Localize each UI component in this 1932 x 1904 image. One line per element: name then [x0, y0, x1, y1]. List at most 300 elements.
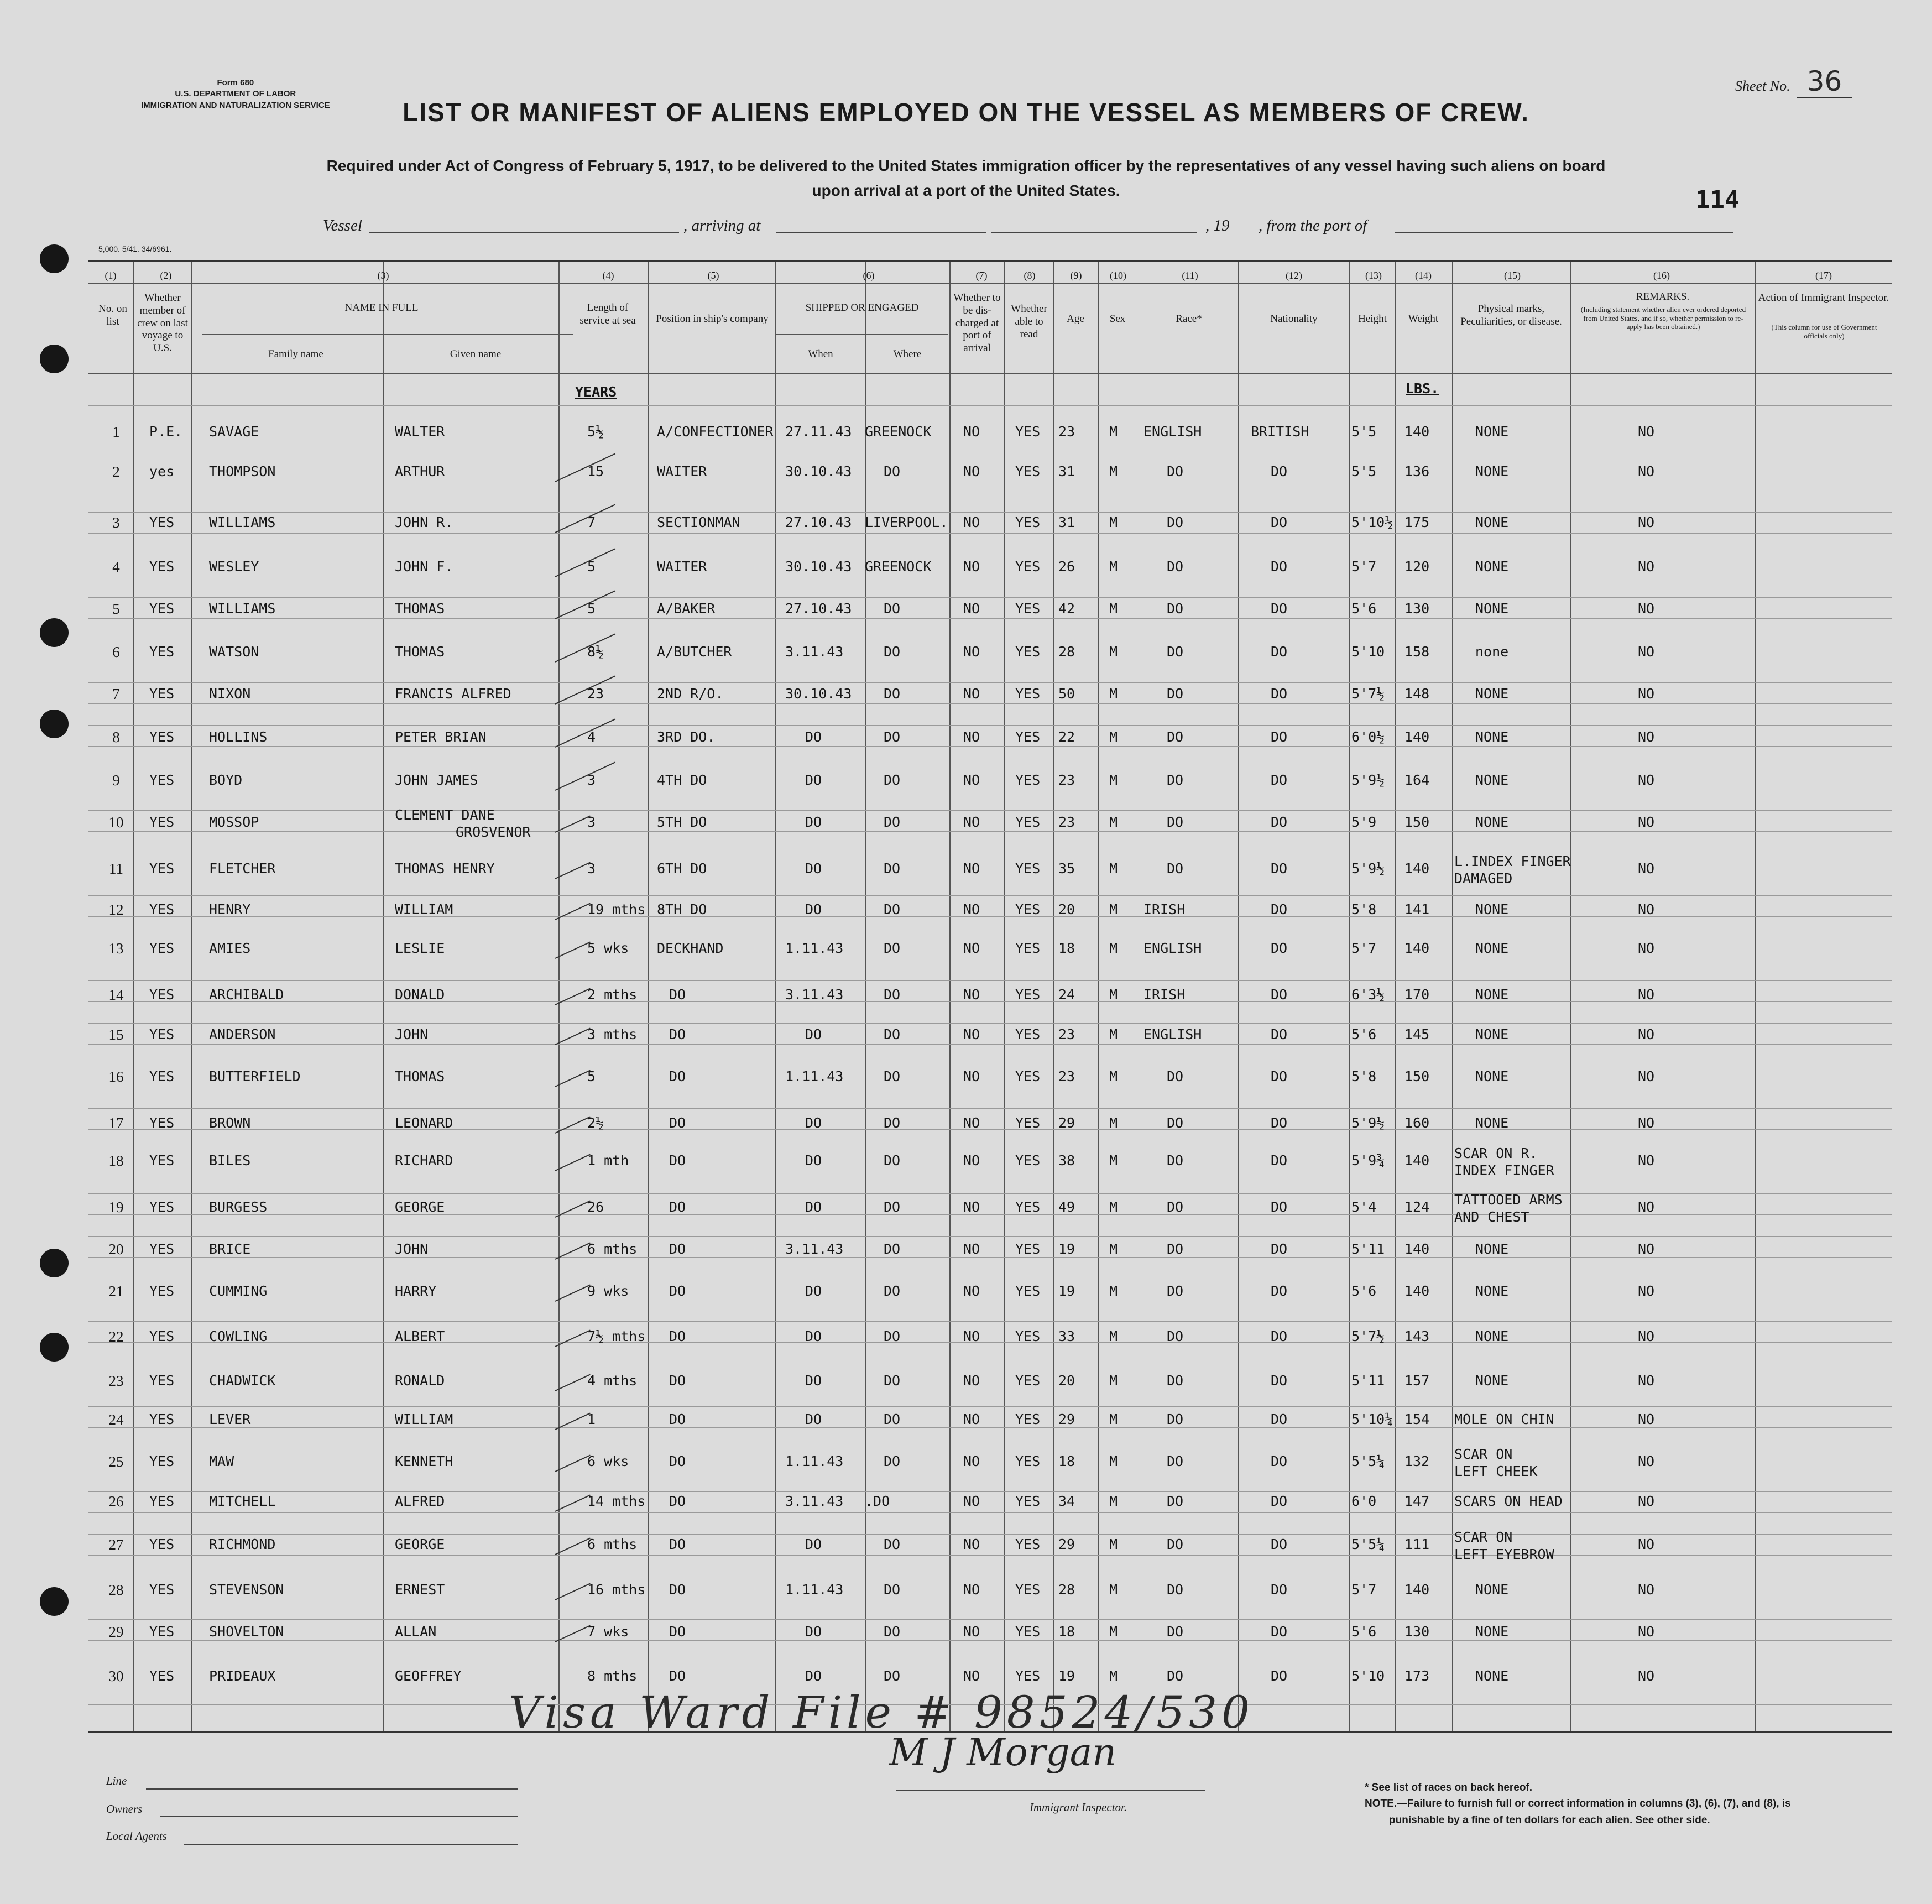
given-name: HARRY	[395, 1283, 437, 1299]
age: 49	[1058, 1199, 1075, 1215]
length-of-service: 2 mths	[587, 987, 638, 1003]
weight: 140	[1404, 1152, 1430, 1169]
length-of-service: 5 wks	[587, 940, 629, 956]
physical-marks: NONE	[1475, 559, 1509, 575]
given-name: PETER BRIAN	[395, 729, 487, 745]
able-to-read: YES	[1015, 987, 1041, 1003]
length-of-service: 26	[587, 1199, 604, 1215]
nationality: DO	[1271, 514, 1288, 530]
race: DO	[1167, 814, 1184, 830]
length-of-service: 7	[587, 514, 596, 530]
position: DO	[669, 1115, 686, 1131]
race: DO	[1167, 1411, 1184, 1427]
length-of-service: 6 wks	[587, 1453, 629, 1469]
header-family-name: Family name	[268, 348, 323, 360]
length-of-service: 3	[587, 772, 596, 788]
family-name: MOSSOP	[209, 814, 259, 830]
race: DO	[1167, 729, 1184, 745]
sex: M	[1109, 1624, 1118, 1640]
able-to-read: YES	[1015, 1624, 1041, 1640]
ruled-line	[88, 618, 1892, 619]
subtitle-line-1: Required under Act of Congress of February 5, 1917, to be delivered to the United States immigration officer by the representatives of any vessel having such aliens on board	[326, 157, 1606, 174]
nationality: DO	[1271, 772, 1288, 788]
length-of-service: 2½	[587, 1115, 604, 1131]
physical-marks: none	[1475, 644, 1509, 660]
shipped-where: GREENOCK	[865, 559, 932, 575]
shipped-when: 1.11.43	[785, 1453, 844, 1469]
family-name: SHOVELTON	[209, 1624, 284, 1640]
header-remarks-note: (Including statement whether alien ever ordered deported from United States, and if so, whether permission to re-apply has been obtained.)	[1580, 305, 1746, 331]
discharged: NO	[963, 686, 980, 702]
height: 5'7½	[1351, 686, 1385, 702]
sex: M	[1109, 1328, 1118, 1344]
nationality: DO	[1271, 1328, 1288, 1344]
column-number: (3)	[377, 270, 389, 281]
able-to-read: YES	[1015, 1668, 1041, 1684]
shipped-when: DO	[805, 860, 822, 877]
age: 34	[1058, 1493, 1075, 1509]
height: 5'5¼	[1351, 1536, 1385, 1552]
ruled-line	[88, 916, 1892, 917]
member-last-voyage: YES	[149, 1582, 175, 1598]
discharged: NO	[963, 814, 980, 830]
shipped-where: DO	[884, 814, 901, 830]
family-name: PRIDEAUX	[209, 1668, 276, 1684]
given-name	[395, 806, 530, 841]
agents-field	[184, 1844, 518, 1845]
member-last-voyage: YES	[149, 1241, 175, 1257]
discharged: NO	[963, 1373, 980, 1389]
discharged: NO	[963, 559, 980, 575]
height: 5'10	[1351, 644, 1385, 660]
height: 5'11	[1351, 1241, 1385, 1257]
header-physical-marks: Physical marks, Peculiarities, or disease.	[1460, 303, 1562, 327]
nationality: DO	[1271, 1152, 1288, 1169]
member-last-voyage: YES	[149, 940, 175, 956]
lbs-unit-label: LBS.	[1406, 380, 1439, 397]
height: 6'3½	[1351, 987, 1385, 1003]
ruled-line	[88, 1555, 1892, 1556]
member-last-voyage: YES	[149, 1026, 175, 1042]
race: DO	[1167, 1373, 1184, 1389]
ruled-line	[88, 1512, 1892, 1513]
member-last-voyage: YES	[149, 1373, 175, 1389]
family-name: COWLING	[209, 1328, 268, 1344]
position: DO	[669, 1328, 686, 1344]
given-name: WILLIAM	[395, 901, 453, 917]
shipped-where: DO	[884, 644, 901, 660]
remarks: NO	[1638, 424, 1655, 440]
shipped-where: DO	[884, 1328, 901, 1344]
nationality: DO	[1271, 1582, 1288, 1598]
discharged: NO	[963, 860, 980, 877]
given-name-line: GROSVENOR	[456, 824, 531, 841]
age: 23	[1058, 424, 1075, 440]
race: DO	[1167, 1328, 1184, 1344]
shipped-when: 30.10.43	[785, 463, 852, 479]
arriving-field	[776, 220, 986, 233]
race: ENGLISH	[1143, 424, 1202, 440]
position: DO	[669, 1582, 686, 1598]
nationality: DO	[1271, 729, 1288, 745]
weight: 175	[1404, 514, 1430, 530]
remarks: NO	[1638, 644, 1655, 660]
nationality: DO	[1271, 644, 1288, 660]
header-rule	[88, 373, 1892, 374]
remarks: NO	[1638, 1283, 1655, 1299]
height: 5'7½	[1351, 1328, 1385, 1344]
age: 23	[1058, 1026, 1075, 1042]
given-name: ARTHUR	[395, 463, 445, 479]
race: DO	[1167, 1115, 1184, 1131]
age: 31	[1058, 514, 1075, 530]
length-of-service: 7½ mths	[587, 1328, 646, 1344]
given-name: ALLAN	[395, 1624, 437, 1640]
shipped-where: LIVERPOOL.	[865, 514, 948, 530]
column-number: (13)	[1365, 270, 1382, 281]
shipped-where: DO	[884, 940, 901, 956]
header-where: Where	[893, 348, 922, 360]
nationality: DO	[1271, 559, 1288, 575]
length-of-service: 4	[587, 729, 596, 745]
header-no-on-list: No. on list	[98, 303, 127, 327]
able-to-read: YES	[1015, 1536, 1041, 1552]
ruled-line	[88, 533, 1892, 534]
column-divider	[775, 262, 776, 1731]
physical-marks	[1454, 1145, 1554, 1180]
age: 42	[1058, 601, 1075, 617]
row-number: 11	[109, 860, 123, 877]
family-name: NIXON	[209, 686, 251, 702]
height: 5'6	[1351, 1624, 1377, 1640]
nationality: DO	[1271, 1411, 1288, 1427]
row-number: 4	[112, 559, 120, 575]
age: 23	[1058, 772, 1075, 788]
able-to-read: YES	[1015, 940, 1041, 956]
length-of-service: 19 mths	[587, 901, 646, 917]
age: 26	[1058, 559, 1075, 575]
shipped-where: DO	[884, 1068, 901, 1084]
physical-marks	[1454, 1446, 1538, 1480]
weight: 130	[1404, 1624, 1430, 1640]
remarks: NO	[1638, 814, 1655, 830]
given-name: WALTER	[395, 424, 445, 440]
column-number: (15)	[1504, 270, 1521, 281]
sheet-number-value: 36	[1797, 65, 1852, 98]
remarks: NO	[1638, 901, 1655, 917]
line-field	[146, 1788, 518, 1790]
family-name: BILES	[209, 1152, 251, 1169]
able-to-read: YES	[1015, 1373, 1041, 1389]
shipped-when: 30.10.43	[785, 559, 852, 575]
physical-marks: NONE	[1475, 1373, 1509, 1389]
age: 18	[1058, 940, 1075, 956]
family-name: ANDERSON	[209, 1026, 276, 1042]
inspector-signature: M J Morgan	[889, 1731, 1117, 1775]
physical-marks: NONE	[1475, 1115, 1509, 1131]
ruled-line	[88, 746, 1892, 747]
able-to-read: YES	[1015, 1241, 1041, 1257]
age: 23	[1058, 1068, 1075, 1084]
ruled-line	[88, 1640, 1892, 1641]
remarks: NO	[1638, 1453, 1655, 1469]
weight: 136	[1404, 463, 1430, 479]
shipped-where: DO	[884, 901, 901, 917]
column-number: (12)	[1286, 270, 1302, 281]
height: 5'5	[1351, 424, 1377, 440]
row-number: 25	[108, 1453, 124, 1470]
physical-marks: NONE	[1475, 601, 1509, 617]
remarks: NO	[1638, 729, 1655, 745]
position: A/BUTCHER	[657, 644, 732, 660]
sex: M	[1109, 559, 1118, 575]
arriving-date-field	[991, 220, 1197, 233]
race: DO	[1167, 860, 1184, 877]
weight: 154	[1404, 1411, 1430, 1427]
nationality: DO	[1271, 1283, 1288, 1299]
position: DO	[669, 1026, 686, 1042]
member-last-voyage: YES	[149, 1115, 175, 1131]
page-number: 114	[1695, 186, 1740, 214]
weight: 140	[1404, 729, 1430, 745]
position: DECKHAND	[657, 940, 724, 956]
shipped-when: DO	[805, 1536, 822, 1552]
member-last-voyage: YES	[149, 1411, 175, 1427]
physical-marks: NONE	[1475, 463, 1509, 479]
age: 20	[1058, 1373, 1075, 1389]
given-name: THOMAS	[395, 601, 445, 617]
weight: 140	[1404, 1241, 1430, 1257]
ruled-line	[88, 1619, 1892, 1620]
race: DO	[1167, 1453, 1184, 1469]
column-divider	[1349, 262, 1350, 1731]
length-of-service: 3	[587, 860, 596, 877]
race: DO	[1167, 601, 1184, 617]
column-number: (5)	[707, 270, 719, 281]
able-to-read: YES	[1015, 686, 1041, 702]
remarks: NO	[1638, 1493, 1655, 1509]
length-of-service: 14 mths	[587, 1493, 646, 1509]
row-number: 16	[108, 1068, 124, 1085]
height: 5'9½	[1351, 1115, 1385, 1131]
age: 29	[1058, 1115, 1075, 1131]
given-name: JOHN R.	[395, 514, 453, 530]
race: DO	[1167, 463, 1184, 479]
remarks: NO	[1638, 463, 1655, 479]
year-label: , 19	[1205, 217, 1230, 234]
able-to-read: YES	[1015, 1493, 1041, 1509]
able-to-read: YES	[1015, 1582, 1041, 1598]
length-of-service: 8 mths	[587, 1668, 638, 1684]
years-unit-label: YEARS	[575, 384, 617, 400]
length-of-service: 4 mths	[587, 1373, 638, 1389]
age: 28	[1058, 1582, 1075, 1598]
row-number: 19	[108, 1199, 124, 1216]
given-name: JOHN JAMES	[395, 772, 478, 788]
position: SECTIONMAN	[657, 514, 740, 530]
height: 5'10¼	[1351, 1411, 1393, 1427]
nationality: DO	[1271, 901, 1288, 917]
header-subrule	[776, 334, 948, 335]
inspector-label: Immigrant Inspector.	[1030, 1801, 1127, 1814]
position: 2ND R/O.	[657, 686, 724, 702]
subtitle-line-2: upon arrival at a port of the United States.	[812, 181, 1120, 199]
remarks: NO	[1638, 860, 1655, 877]
physical-marks	[1454, 853, 1571, 888]
nationality: DO	[1271, 1068, 1288, 1084]
column-number: (17)	[1815, 270, 1832, 281]
ruled-line	[88, 1108, 1892, 1109]
given-name: GEORGE	[395, 1536, 445, 1552]
physical-marks-line: TATTOOED ARMS	[1454, 1192, 1563, 1208]
weight: 147	[1404, 1493, 1430, 1509]
ruled-line	[88, 1001, 1892, 1002]
physical-marks: NONE	[1475, 1582, 1509, 1598]
member-last-voyage: YES	[149, 644, 175, 660]
length-of-service: 16 mths	[587, 1582, 646, 1598]
form-number: Form 680	[217, 78, 254, 87]
age: 18	[1058, 1624, 1075, 1640]
shipped-where: DO	[884, 729, 901, 745]
column-number: (8)	[1024, 270, 1036, 281]
shipped-when: DO	[805, 1373, 822, 1389]
ruled-line	[88, 1257, 1892, 1258]
shipped-when: 30.10.43	[785, 686, 852, 702]
binder-hole	[40, 345, 69, 373]
page-title: LIST OR MANIFEST OF ALIENS EMPLOYED ON THE VESSEL AS MEMBERS OF CREW.	[403, 98, 1529, 127]
physical-marks-line: SCAR ON	[1454, 1529, 1513, 1545]
shipped-when: 3.11.43	[785, 987, 844, 1003]
age: 28	[1058, 644, 1075, 660]
shipped-when: DO	[805, 729, 822, 745]
binder-hole	[40, 244, 69, 273]
race: IRISH	[1143, 987, 1186, 1003]
age: 29	[1058, 1536, 1075, 1552]
row-number: 6	[112, 644, 120, 660]
shipped-when: 1.11.43	[785, 1068, 844, 1084]
physical-marks	[1454, 1529, 1554, 1563]
length-of-service: 1 mth	[587, 1152, 629, 1169]
given-name: THOMAS	[395, 1068, 445, 1084]
weight: 140	[1404, 1283, 1430, 1299]
vessel-field	[369, 220, 679, 233]
row-number: 17	[108, 1115, 124, 1131]
family-name: LEVER	[209, 1411, 251, 1427]
ruled-line	[88, 810, 1892, 811]
ruled-line	[88, 703, 1892, 704]
position: A/CONFECTIONER	[657, 424, 774, 440]
height: 5'6	[1351, 1283, 1377, 1299]
discharged: NO	[963, 1582, 980, 1598]
age: 23	[1058, 814, 1075, 830]
sex: M	[1109, 424, 1118, 440]
able-to-read: YES	[1015, 772, 1041, 788]
able-to-read: YES	[1015, 1199, 1041, 1215]
column-number: (2)	[160, 270, 172, 281]
shipped-where: DO	[884, 1241, 901, 1257]
nationality: DO	[1271, 1241, 1288, 1257]
nationality: DO	[1271, 1453, 1288, 1469]
sex: M	[1109, 940, 1118, 956]
sex: M	[1109, 901, 1118, 917]
member-last-voyage: YES	[149, 514, 175, 530]
row-number: 30	[108, 1668, 124, 1684]
footnote	[1365, 1780, 1862, 1828]
discharged: NO	[963, 463, 980, 479]
height: 5'5¼	[1351, 1453, 1385, 1469]
shipped-where: DO	[884, 1152, 901, 1169]
row-number: 3	[112, 514, 120, 531]
shipped-where: DO	[884, 987, 901, 1003]
row-number: 28	[108, 1582, 124, 1598]
nationality: DO	[1271, 814, 1288, 830]
shipped-when: DO	[805, 1328, 822, 1344]
age: 50	[1058, 686, 1075, 702]
able-to-read: YES	[1015, 601, 1041, 617]
shipped-when: 1.11.43	[785, 940, 844, 956]
sex: M	[1109, 772, 1118, 788]
height: 5'10½	[1351, 514, 1393, 530]
position: A/BAKER	[657, 601, 716, 617]
age: 24	[1058, 987, 1075, 1003]
remarks: NO	[1638, 940, 1655, 956]
row-number: 5	[112, 601, 120, 617]
physical-marks-line: AND CHEST	[1454, 1209, 1529, 1225]
header-sex: Sex	[1109, 313, 1126, 325]
header-when: When	[808, 348, 833, 360]
remarks: NO	[1638, 1668, 1655, 1684]
given-name: RONALD	[395, 1373, 445, 1389]
remarks: NO	[1638, 1582, 1655, 1598]
physical-marks: NONE	[1475, 1283, 1509, 1299]
discharged: NO	[963, 1199, 980, 1215]
nationality: DO	[1271, 1199, 1288, 1215]
shipped-where: DO	[884, 1283, 901, 1299]
length-of-service: 15	[587, 463, 604, 479]
weight: 111	[1404, 1536, 1430, 1552]
footnote-races: * See list of races on back hereof.	[1365, 1782, 1533, 1793]
able-to-read: YES	[1015, 424, 1041, 440]
column-divider	[383, 262, 384, 1731]
member-last-voyage: YES	[149, 601, 175, 617]
physical-marks-line: LEFT CHEEK	[1454, 1463, 1538, 1480]
position: 4TH DO	[657, 772, 707, 788]
remarks: NO	[1638, 1115, 1655, 1131]
length-of-service: 5	[587, 601, 596, 617]
member-last-voyage: YES	[149, 1668, 175, 1684]
able-to-read: YES	[1015, 729, 1041, 745]
age: 29	[1058, 1411, 1075, 1427]
sex: M	[1109, 1115, 1118, 1131]
agents-label: Local Agents	[106, 1829, 167, 1843]
column-number: (4)	[602, 270, 614, 281]
shipped-where: DO	[884, 1199, 901, 1215]
length-of-service: 23	[587, 686, 604, 702]
remarks: NO	[1638, 686, 1655, 702]
header-weight: Weight	[1408, 313, 1439, 325]
given-name-line: CLEMENT DANE	[395, 807, 495, 823]
given-name: ERNEST	[395, 1582, 445, 1598]
sex: M	[1109, 1241, 1118, 1257]
member-last-voyage: P.E.	[149, 424, 183, 440]
length-of-service: 3	[587, 814, 596, 830]
footnote-penalty-1: NOTE.—Failure to furnish full or correct information in columns (3), (6), (7), and (8), is	[1365, 1798, 1791, 1810]
column-divider	[1452, 262, 1453, 1731]
height: 5'10	[1351, 1668, 1385, 1684]
physical-marks: NONE	[1475, 424, 1509, 440]
discharged: NO	[963, 644, 980, 660]
physical-marks: NONE	[1475, 729, 1509, 745]
